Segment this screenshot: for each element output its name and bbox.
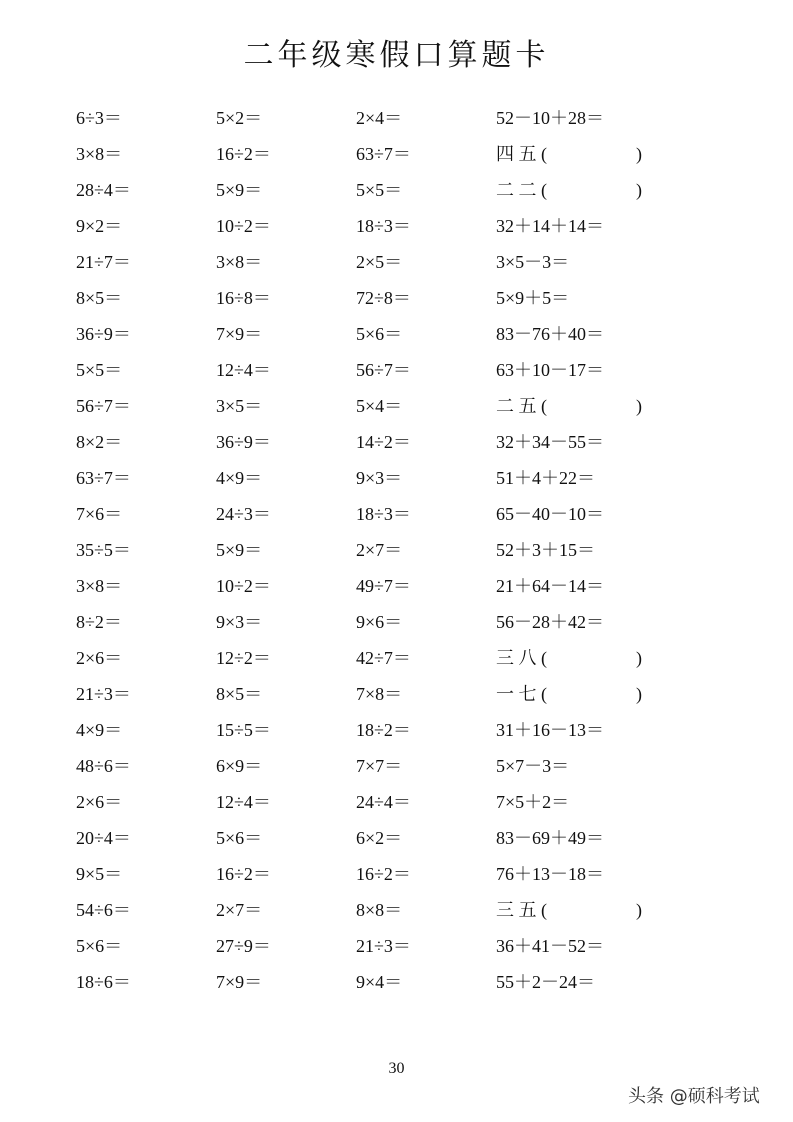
- problem-cell: 48÷6＝: [76, 756, 131, 776]
- problem-cell: 2×6＝: [76, 648, 123, 668]
- problem-cell: 6×9＝: [216, 756, 263, 776]
- problem-cell: 7×5＋2＝: [496, 792, 570, 812]
- problem-cell: 5×9＝: [216, 540, 263, 560]
- problem-cell: 24÷4＝: [356, 792, 411, 812]
- problem-cell: 9×3＝: [356, 468, 403, 488]
- problem-cell: 49÷7＝: [356, 576, 411, 596]
- problem-cell: 3×8＝: [76, 576, 123, 596]
- problem-cell: 72÷8＝: [356, 288, 411, 308]
- problem-cell: 5×9＝: [216, 180, 263, 200]
- problem-cell: 21＋64－14＝: [496, 576, 604, 596]
- answer-blank-close-paren: ): [636, 648, 642, 668]
- page-title: 二年级寒假口算题卡: [243, 38, 550, 73]
- problem-cell: 55＋2－24＝: [496, 972, 595, 992]
- problem-cell: 16÷8＝: [216, 288, 271, 308]
- watermark: 头条 @硕科考试: [628, 1086, 760, 1107]
- problem-cell: 52－10＋28＝: [496, 108, 604, 128]
- problem-cell: 18÷3＝: [356, 216, 411, 236]
- problem-cell: 12÷2＝: [216, 648, 271, 668]
- problem-cell: 14÷2＝: [356, 432, 411, 452]
- problem-cell: 一 七 (: [496, 684, 547, 704]
- problem-cell: 63÷7＝: [76, 468, 131, 488]
- problem-cell: 28÷4＝: [76, 180, 131, 200]
- problem-cell: 6×2＝: [356, 828, 403, 848]
- problem-cell: 56÷7＝: [356, 360, 411, 380]
- problem-cell: 8×2＝: [76, 432, 123, 452]
- problem-cell: 20÷4＝: [76, 828, 131, 848]
- problem-cell: 6÷3＝: [76, 108, 122, 128]
- problem-cell: 2×7＝: [356, 540, 403, 560]
- problem-cell: 10÷2＝: [216, 216, 271, 236]
- problem-cell: 18÷3＝: [356, 504, 411, 524]
- problem-cell: 5×7－3＝: [496, 756, 570, 776]
- problem-cell: 54÷6＝: [76, 900, 131, 920]
- problem-cell: 3×8＝: [216, 252, 263, 272]
- problem-cell: 63÷7＝: [356, 144, 411, 164]
- problem-cell: 12÷4＝: [216, 792, 271, 812]
- answer-blank-close-paren: ): [636, 144, 642, 164]
- problem-cell: 16÷2＝: [356, 864, 411, 884]
- problem-cell: 21÷7＝: [76, 252, 131, 272]
- problem-cell: 3×5＝: [216, 396, 263, 416]
- problem-cell: 2×4＝: [356, 108, 403, 128]
- problem-cell: 5×4＝: [356, 396, 403, 416]
- problem-cell: 16÷2＝: [216, 864, 271, 884]
- problem-cell: 5×6＝: [76, 936, 123, 956]
- problem-cell: 21÷3＝: [356, 936, 411, 956]
- problem-cell: 5×5＝: [76, 360, 123, 380]
- problem-cell: 3×5－3＝: [496, 252, 570, 272]
- problem-cell: 8×5＝: [76, 288, 123, 308]
- problem-cell: 12÷4＝: [216, 360, 271, 380]
- page-number: 30: [388, 1060, 405, 1077]
- problem-cell: 16÷2＝: [216, 144, 271, 164]
- problem-cell: 9×2＝: [76, 216, 123, 236]
- problem-cell: 7×8＝: [356, 684, 403, 704]
- problem-cell: 8×8＝: [356, 900, 403, 920]
- problem-cell: 76＋13－18＝: [496, 864, 604, 884]
- problem-cell: 21÷3＝: [76, 684, 131, 704]
- problem-cell: 2×7＝: [216, 900, 263, 920]
- problem-cell: 3×8＝: [76, 144, 123, 164]
- answer-blank-close-paren: ): [636, 180, 642, 200]
- answer-blank-close-paren: ): [636, 684, 642, 704]
- problem-cell: 8×5＝: [216, 684, 263, 704]
- problem-cell: 2×6＝: [76, 792, 123, 812]
- answer-blank-close-paren: ): [636, 900, 642, 920]
- problem-cell: 15÷5＝: [216, 720, 271, 740]
- problem-cell: 二 五 (: [496, 396, 547, 416]
- problem-cell: 83－69＋49＝: [496, 828, 604, 848]
- problem-cell: 5×2＝: [216, 108, 263, 128]
- problem-cell: 36÷9＝: [216, 432, 271, 452]
- problem-cell: 8÷2＝: [76, 612, 122, 632]
- problem-cell: 32＋14＋14＝: [496, 216, 604, 236]
- problem-cell: 63＋10－17＝: [496, 360, 604, 380]
- problem-cell: 5×5＝: [356, 180, 403, 200]
- problem-cell: 9×5＝: [76, 864, 123, 884]
- problem-cell: 10÷2＝: [216, 576, 271, 596]
- problem-cell: 三 五 (: [496, 900, 547, 920]
- problem-cell: 27÷9＝: [216, 936, 271, 956]
- problem-cell: 7×6＝: [76, 504, 123, 524]
- problem-cell: 18÷6＝: [76, 972, 131, 992]
- problem-cell: 36÷9＝: [76, 324, 131, 344]
- problem-cell: 7×9＝: [216, 972, 263, 992]
- problem-cell: 5×6＝: [356, 324, 403, 344]
- answer-blank-close-paren: ): [636, 396, 642, 416]
- problem-cell: 四 五 (: [496, 144, 547, 164]
- problem-cell: 24÷3＝: [216, 504, 271, 524]
- problem-cell: 9×3＝: [216, 612, 263, 632]
- problem-cell: 9×4＝: [356, 972, 403, 992]
- problem-cell: 32＋34－55＝: [496, 432, 604, 452]
- problem-cell: 56－28＋42＝: [496, 612, 604, 632]
- problem-cell: 9×6＝: [356, 612, 403, 632]
- problem-cell: 42÷7＝: [356, 648, 411, 668]
- problem-cell: 5×9＋5＝: [496, 288, 570, 308]
- problem-cell: 5×6＝: [216, 828, 263, 848]
- problem-cell: 三 八 (: [496, 648, 547, 668]
- problem-cell: 52＋3＋15＝: [496, 540, 595, 560]
- problem-cell: 二 二 (: [496, 180, 547, 200]
- problem-cell: 18÷2＝: [356, 720, 411, 740]
- problem-cell: 65－40－10＝: [496, 504, 604, 524]
- problem-cell: 4×9＝: [76, 720, 123, 740]
- problem-cell: 7×9＝: [216, 324, 263, 344]
- problem-cell: 83－76＋40＝: [496, 324, 604, 344]
- problem-cell: 4×9＝: [216, 468, 263, 488]
- problem-cell: 7×7＝: [356, 756, 403, 776]
- problem-cell: 31＋16－13＝: [496, 720, 604, 740]
- problem-cell: 35÷5＝: [76, 540, 131, 560]
- problem-cell: 56÷7＝: [76, 396, 131, 416]
- problem-cell: 36＋41－52＝: [496, 936, 604, 956]
- problem-cell: 2×5＝: [356, 252, 403, 272]
- problem-cell: 51＋4＋22＝: [496, 468, 595, 488]
